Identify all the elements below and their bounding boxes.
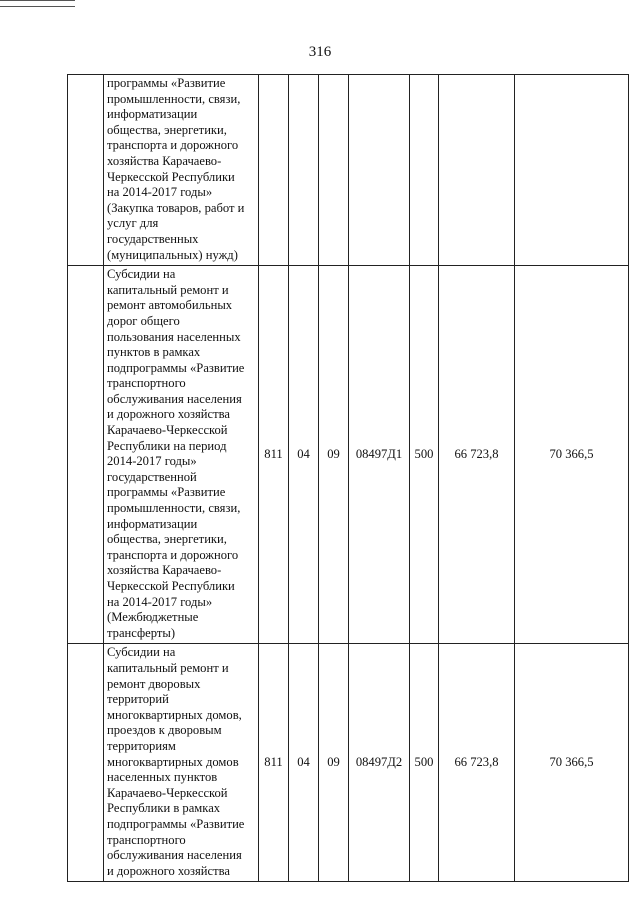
amount-2017-cell	[515, 75, 629, 266]
target-article-cell	[349, 75, 410, 266]
number-cell	[68, 644, 104, 882]
table-row	[68, 644, 629, 882]
table-row	[68, 266, 629, 644]
number-cell	[68, 266, 104, 644]
section-cell: 04	[289, 644, 319, 882]
ministry-cell: 811	[259, 644, 289, 882]
item-name-cell: Субсидии на капитальный ремонт и ремонт автомобильных дорог общего пользования населенных пунктов в рамках подпрограммы «Развитие транспортного обслуживания населения и дорожного хозяйства Карачаево-Черкесской Республики на период 2014-2017 годы» государственной программы «Развитие промышленности, связи, информатизации общества, энергетики, транспорта и дорожного хозяйства Карачаево- Черкесской Республики на 2014-2017 годы» (Межбюджетные трансферты)	[104, 266, 259, 644]
number-cell	[68, 75, 104, 266]
amount-2016-cell: 66 723,8	[439, 644, 515, 882]
expense-type-cell: 500	[410, 644, 439, 882]
subsection-cell: 09	[319, 644, 349, 882]
amount-2016-cell	[439, 75, 515, 266]
subsection-cell	[319, 75, 349, 266]
target-article-cell: 08497Д1	[349, 266, 410, 644]
expense-type-cell: 500	[410, 266, 439, 644]
subsection-cell: 09	[319, 266, 349, 644]
amount-2016-cell: 66 723,8	[439, 266, 515, 644]
section-cell: 04	[289, 266, 319, 644]
expense-type-cell	[410, 75, 439, 266]
budget-table	[67, 74, 629, 882]
ministry-cell: 811	[259, 266, 289, 644]
amount-2017-cell: 70 366,5	[515, 644, 629, 882]
target-article-cell: 08497Д2	[349, 644, 410, 882]
amount-2017-cell: 70 366,5	[515, 266, 629, 644]
page-number: 316	[308, 44, 332, 60]
page-corner-mark	[0, 0, 75, 7]
item-name-cell: программы «Развитие промышленности, связи, информатизации общества, энергетики, транспорта и дорожного хозяйства Карачаево- Черкесской Республики на 2014-2017 годы» (Закупка товаров, работ и услуг для государственных (муниципальных) нужд)	[104, 75, 259, 266]
table-row	[68, 75, 629, 266]
section-cell	[289, 75, 319, 266]
ministry-cell	[259, 75, 289, 266]
item-name-cell: Субсидии на капитальный ремонт и ремонт дворовых территорий многоквартирных домов, проездов к дворовым территориям многоквартирных домов населенных пунктов Карачаево-Черкесской Республики в рамках подпрограммы «Развитие транспортного обслуживания населения и дорожного хозяйства	[104, 644, 259, 882]
